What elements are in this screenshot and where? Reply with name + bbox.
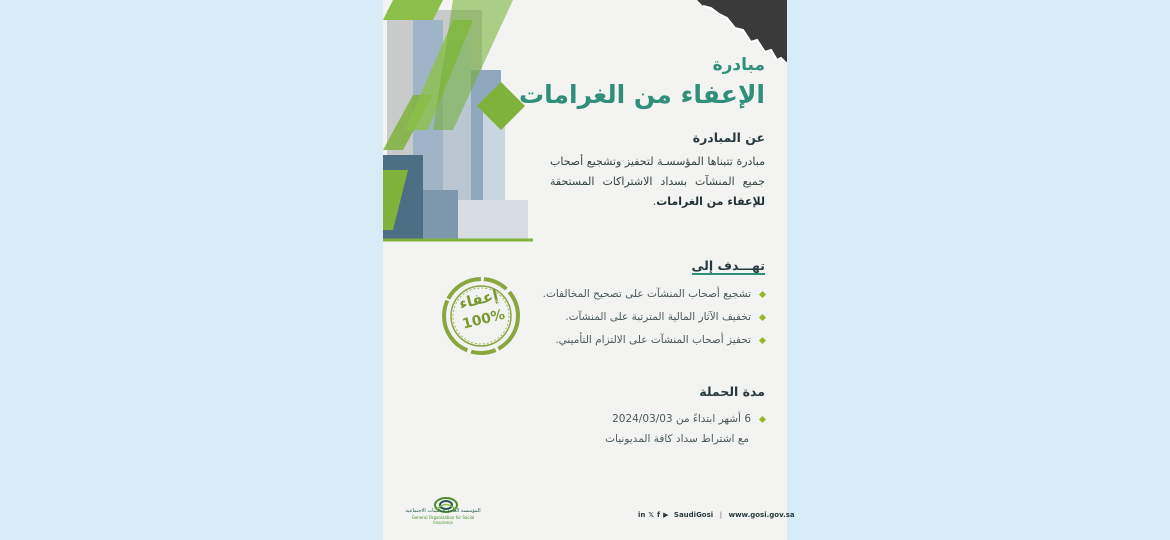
goal-item	[565, 311, 765, 323]
website-link[interactable]: www.gosi.gov.sa	[728, 511, 795, 519]
diamond-bullet-icon	[759, 415, 766, 422]
about-paragraph	[550, 152, 765, 212]
goal-text: تخفيف الآثار المالية المترتبة على المنشآت.	[565, 311, 751, 323]
duration-start	[612, 413, 765, 425]
page-title: الإعفاء من الغرامات	[519, 80, 765, 109]
facebook-icon[interactable]: f	[657, 511, 661, 519]
about-end: .	[652, 195, 657, 208]
stamp-word: إعفاء	[457, 285, 500, 313]
diamond-bullet-icon	[759, 313, 766, 320]
goal-item	[543, 288, 765, 300]
social-handle[interactable]: SaudiGosi	[673, 511, 714, 519]
initiative-kicker: مبادرة	[712, 55, 765, 75]
footer-separator: |	[719, 511, 723, 519]
poster	[383, 0, 795, 540]
about-bold-text: للإعفاء من الغرامات	[656, 195, 765, 208]
diamond-bullet-icon	[759, 290, 766, 297]
duration-start-text: 6 أشهر ابتداءً من 2024/03/03	[612, 413, 751, 425]
linkedin-icon[interactable]: in	[638, 511, 646, 519]
youtube-icon[interactable]: ▶	[663, 511, 669, 519]
diamond-bullet-icon	[759, 336, 766, 343]
goal-text: تشجيع أصحاب المنشآت على تصحيح المخالفات.	[542, 288, 751, 300]
stamp-percent: 100%	[460, 306, 507, 333]
duration-condition: مع اشتراط سداد كافة المديونيات	[605, 433, 749, 445]
goal-item	[555, 334, 765, 346]
goals-heading-text: تهـــدف إلى	[691, 258, 765, 273]
about-heading: عن المبادرة	[692, 130, 765, 145]
duration-heading: مدة الحملة	[699, 384, 765, 399]
goals-heading	[692, 258, 765, 273]
x-icon[interactable]: 𝕏	[648, 511, 655, 519]
footer-links	[638, 511, 795, 519]
about-text: مبادرة تتبناها المؤسسـة لتحفيز وتشجيع أصحاب جميع المنشآت بسداد الاشتراكات المستحقة	[550, 155, 765, 188]
logo-arabic-name: المؤسسة العامة للتأمينات الاجتماعية	[405, 508, 481, 514]
logo-english-name: General Organization for Social Insurance	[411, 515, 475, 525]
building-illustration	[383, 0, 533, 245]
goal-text: تحفيز أصحاب المنشآت على الالتزام التأميني.	[555, 334, 751, 346]
